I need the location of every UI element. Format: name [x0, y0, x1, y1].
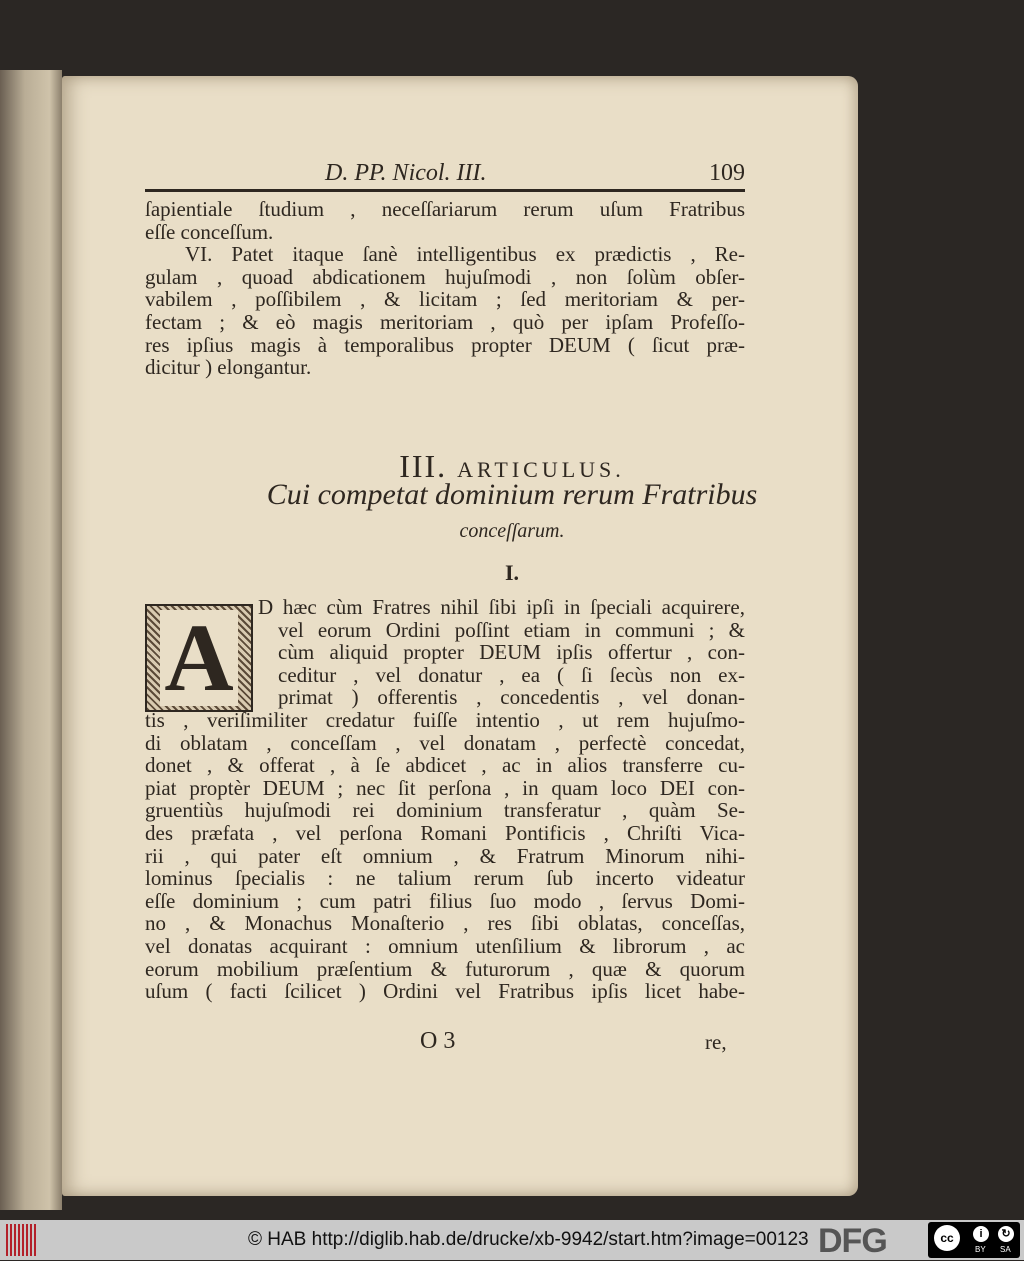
text-line: vabilem , poſſibilem , & licitam ; ſed meritoriam & per- — [145, 287, 745, 312]
section-number: I. — [504, 560, 520, 585]
text-line: eorum mobilium præſentium & futurorum , quæ & quorum — [145, 956, 745, 981]
text-line: VI. Patet itaque ſanè intelligentibus ex prædictis , Re- — [185, 242, 745, 267]
text-line: eſſe conceſſum. — [145, 219, 274, 244]
article-numeral: III. — [399, 448, 448, 484]
text-line: dicitur ) elongantur. — [145, 355, 312, 380]
footer-bar — [0, 1220, 1024, 1260]
dfg-logo: DFG — [818, 1222, 887, 1260]
text-line: eſſe dominium ; cum patri filius ſuo modo , ſervus Domi- — [145, 888, 745, 913]
ornamental-drop-cap: A — [145, 604, 253, 712]
text-line: ceditur , vel donatur , ea ( ſi ſecùs non ex- — [278, 662, 745, 687]
cc-icon: cc — [934, 1225, 960, 1251]
text-line: vel donatas acquirant : omnium utenſilium & librorum , ac — [145, 934, 745, 958]
text-line: gruentiùs hujuſmodi rei dominium transferatur , quàm Se- — [145, 798, 745, 823]
article-title-line-2: conceſſarum. — [459, 520, 565, 542]
text-line: lominus ſpecialis : ne talium rerum ſub incerto videatur — [145, 866, 745, 891]
article-title-line-1: Cui competat dominium rerum Fratribus — [266, 478, 758, 511]
text-line: cùm aliquid propter DEUM ipſis offertur , con- — [278, 640, 745, 665]
hab-logo-icon — [6, 1224, 36, 1256]
text-line: D hæc cùm Fratres nihil ſibi ipſi in ſpeciali acquirere, — [258, 595, 745, 619]
text-line: di oblatam , conceſſam , vel donatam , perfectè concedat, — [145, 730, 745, 755]
text-line: ſapientiale ſtudium , neceſſariarum rerum uſum Fratribus — [145, 197, 745, 221]
by-icon: i — [973, 1226, 989, 1242]
text-line: gulam , quoad abdicationem hujuſmodi , non ſolùm obſer- — [145, 264, 745, 289]
signature-mark: O 3 — [420, 1028, 456, 1054]
text-line: vel eorum Ordini poſſint etiam in communi ; & — [278, 617, 745, 642]
by-label: BY — [975, 1245, 986, 1254]
running-title: D. PP. Nicol. III. — [325, 160, 487, 186]
cc-license-badge[interactable] — [928, 1222, 1020, 1258]
sa-icon: ↻ — [998, 1226, 1014, 1242]
text-line: uſum ( facti ſcilicet ) Ordini vel Fratribus ipſis licet habe- — [145, 979, 745, 1004]
sa-label: SA — [1000, 1245, 1011, 1254]
text-line: primat ) offerentis , concedentis , vel donan- — [278, 685, 745, 710]
article-word: ARTICULUS. — [457, 457, 625, 482]
text-line: res ipſius magis à temporalibus propter DEUM ( ſicut præ- — [145, 332, 745, 357]
text-line: piat proptèr DEUM ; nec ſit perſona , in quam loco DEI con- — [145, 775, 745, 800]
page-number: 109 — [709, 160, 745, 186]
text-line: tis , veriſimiliter credatur fuiſſe intentio , ut rem hujuſmo- — [145, 708, 745, 732]
catchword: re, — [705, 1030, 727, 1054]
source-url[interactable]: © HAB http://diglib.hab.de/drucke/xb-9942/start.htm?image=00123 — [248, 1229, 809, 1250]
text-line: rii , qui pater eſt omnium , & Fratrum Minorum nihi- — [145, 843, 745, 868]
previous-page-edge — [0, 70, 62, 1210]
text-line: donet , & offerat , à ſe abdicet , ac in alios transferre cu- — [145, 753, 745, 778]
header-rule — [145, 189, 745, 192]
text-line: no , & Monachus Monaſterio , res ſibi oblatas, conceſſas, — [145, 911, 745, 936]
text-line: des præfata , vel perſona Romani Pontificis , Chriſti Vica- — [145, 821, 745, 845]
text-line: fectam ; & eò magis meritoriam , quò per ipſam Profeſſo- — [145, 310, 745, 334]
